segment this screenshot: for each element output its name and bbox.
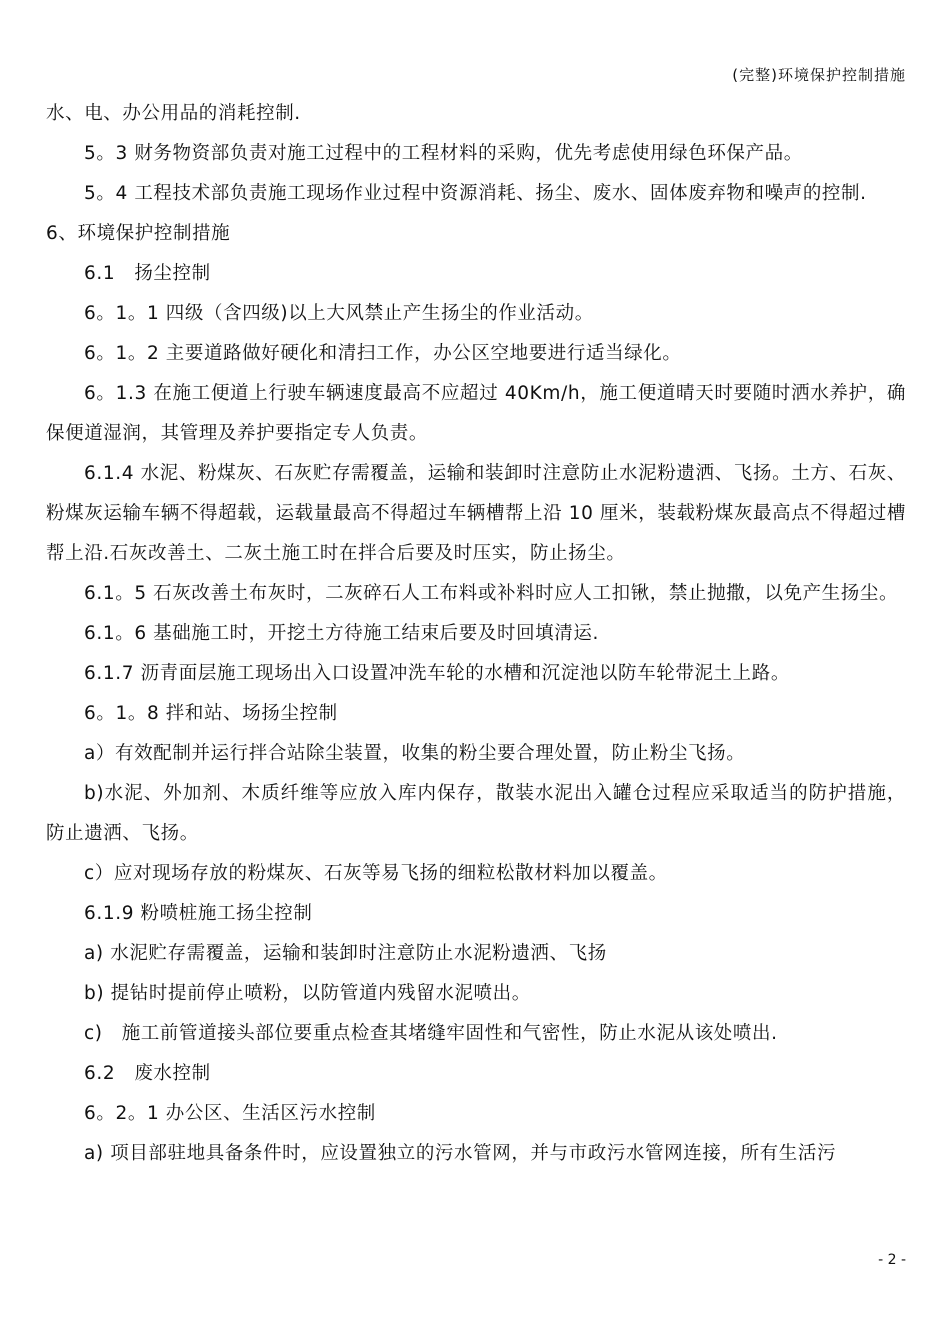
paragraph: 6。1。2 主要道路做好硬化和清扫工作，办公区空地要进行适当绿化。 — [84, 343, 682, 364]
list-item: a）有效配制并运行拌合站除尘装置，收集的粉尘要合理处置，防止粉尘飞扬。 — [84, 743, 746, 764]
page-number: - 2 - — [878, 1252, 906, 1268]
section-heading: 6、环境保护控制措施 — [46, 223, 231, 244]
paragraph: 6.1.9 粉喷桩施工扬尘控制 — [84, 903, 313, 924]
list-item: b)水泥、外加剂、木质纤维等应放入库内保存，散装水泥出入罐仓过程应采取适当的防护措施，防止遗洒、飞扬。 — [46, 783, 906, 844]
list-item: a) 水泥贮存需覆盖，运输和装卸时注意防止水泥粉遗洒、飞扬 — [84, 943, 607, 964]
list-item: b) 提钻时提前停止喷粉，以防管道内残留水泥喷出。 — [84, 983, 531, 1004]
paragraph: 6。1。8 拌和站、场扬尘控制 — [84, 703, 338, 724]
document-body — [46, 94, 906, 1174]
list-item: c) 施工前管道接头部位要重点检查其堵缝牢固性和气密性，防止水泥从该处喷出. — [84, 1023, 778, 1044]
paragraph: 6。1.3 在施工便道上行驶车辆速度最高不应超过 40Km/h，施工便道晴天时要随时洒水养护，确保便道湿润，其管理及养护要指定专人负责。 — [46, 383, 906, 444]
paragraph: 6。2。1 办公区、生活区污水控制 — [84, 1103, 376, 1124]
subsection-heading: 6.1 扬尘控制 — [84, 263, 211, 284]
list-item: a) 项目部驻地具备条件时，应设置独立的污水管网，并与市政污水管网连接，所有生活污 — [84, 1143, 837, 1164]
paragraph: 5。3 财务物资部负责对施工过程中的工程材料的采购，优先考虑使用绿色环保产品。 — [84, 143, 803, 164]
paragraph: 6.1。6 基础施工时，开挖土方待施工结束后要及时回填清运. — [84, 623, 599, 644]
list-item: c）应对现场存放的粉煤灰、石灰等易飞扬的细粒松散材料加以覆盖。 — [84, 863, 668, 884]
paragraph: 6.1.7 沥青面层施工现场出入口设置冲洗车轮的水槽和沉淀池以防车轮带泥土上路。 — [84, 663, 790, 684]
subsection-heading: 6.2 废水控制 — [84, 1063, 211, 1084]
paragraph: 水、电、办公用品的消耗控制. — [46, 103, 301, 124]
paragraph: 6。1。1 四级（含四级)以上大风禁止产生扬尘的作业活动。 — [84, 303, 594, 324]
paragraph: 6.1.4 水泥、粉煤灰、石灰贮存需覆盖，运输和装卸时注意防止水泥粉遗洒、飞扬。土方、石灰、粉煤灰运输车辆不得超载，运载量最高不得超过车辆槽帮上沿 10 厘米，装载粉煤灰最高点不得超过槽帮上沿.石灰改善土、二灰土施工时在拌合后要及时压实，防止扬尘。 — [46, 463, 906, 564]
paragraph: 5。4 工程技术部负责施工现场作业过程中资源消耗、扬尘、废水、固体废弃物和噪声的控制. — [84, 183, 867, 204]
paragraph: 6.1。5 石灰改善土布灰时，二灰碎石人工布料或补料时应人工扣锹，禁止抛撒，以免产生扬尘。 — [84, 583, 899, 604]
document-header: (完整)环境保护控制措施 — [732, 66, 906, 84]
